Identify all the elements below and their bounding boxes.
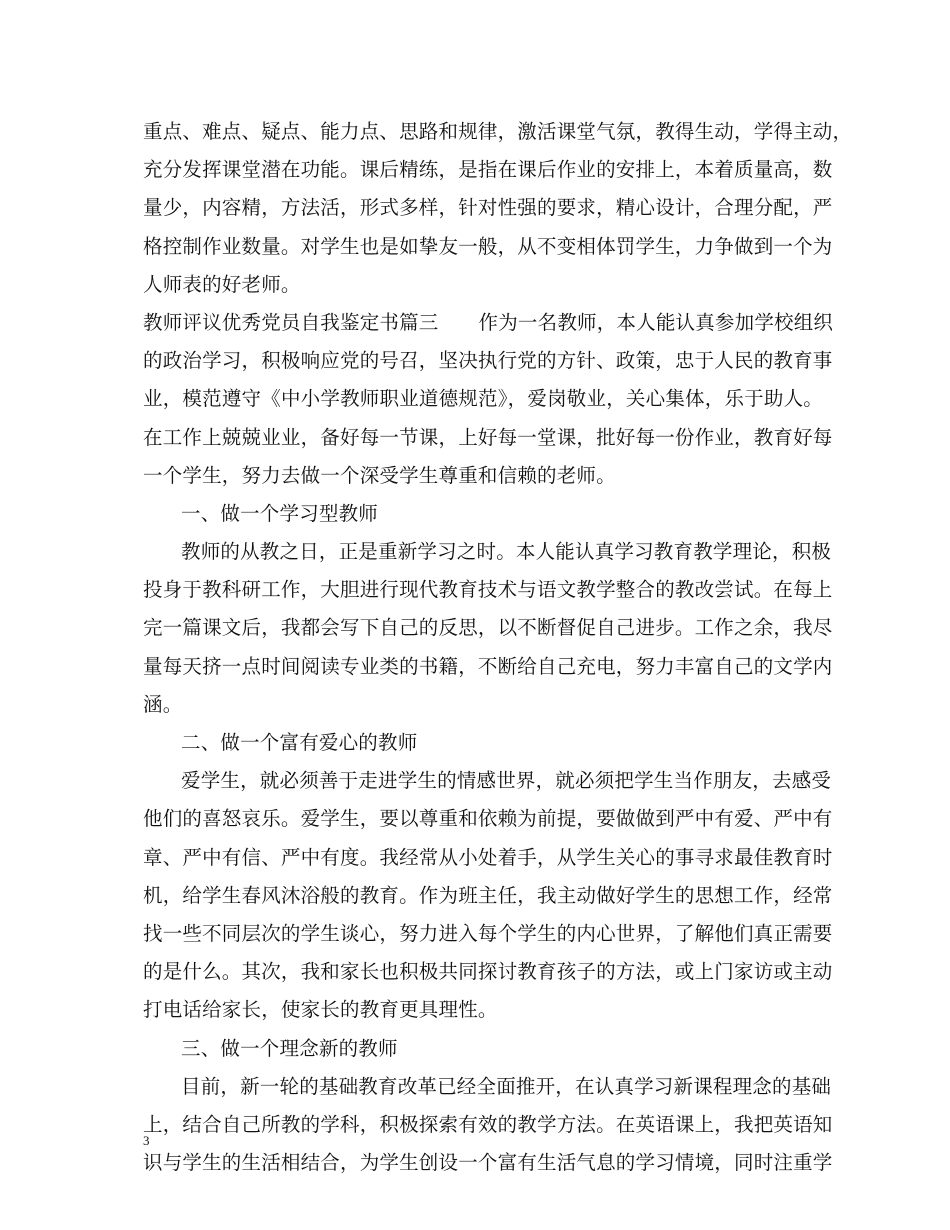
text-line: 涵。 [143, 692, 183, 716]
text-line: 完一篇课文后，我都会写下自己的反思，以不断督促自己进步。工作之余，我尽 [143, 616, 833, 640]
subheading-new-concept-teacher: 三、做一个理念新的教师 [181, 1036, 398, 1060]
page-number: 3 [143, 1133, 150, 1148]
text-line: 在工作上兢兢业业，备好每一节课，上好每一堂课，批好每一份作业，教育好每 [143, 425, 833, 449]
text-line: 上，结合自己所教的学科，积极探索有效的教学方法。在英语课上，我把英语知 [143, 1112, 833, 1136]
section-title: 教师评议优秀党员自我鉴定书篇三 [143, 310, 439, 334]
text-line: 重点、难点、疑点、能力点、思路和规律，激活课堂气氛，教得生动，学得主动， [143, 120, 853, 143]
text-line: 充分发挥课堂潜在功能。课后精练，是指在课后作业的安排上，本着质量高，数 [143, 158, 833, 182]
text-line: 的政治学习，积极响应党的号召，坚决执行党的方针、政策，忠于人民的教育事 [143, 349, 833, 373]
text-line: 人师表的好老师。 [143, 272, 301, 296]
document-body [143, 113, 853, 1182]
text-line: 爱学生，就必须善于走进学生的情感世界，就必须把学生当作朋友，去感受 [181, 769, 832, 793]
text-line: 投身于教科研工作，大胆进行现代教育技术与语文教学整合的教改尝试。在每上 [143, 578, 833, 602]
text-line: 量每天挤一点时间阅读专业类的书籍，不断给自己充电，努力丰富自己的文学内 [143, 654, 833, 678]
text-line: 的是什么。其次，我和家长也积极共同探讨教育孩子的方法，或上门家访或主动 [143, 960, 833, 984]
text-line: 业，模范遵守《中小学教师职业道德规范》，爱岗敬业，关心集体，乐于助人。 [143, 387, 823, 411]
text-line: 打电话给家长，使家长的教育更具理性。 [143, 998, 498, 1022]
section-intro-text: 作为一名教师，本人能认真参加学校组织 [478, 310, 834, 334]
text-line: 目前，新一轮的基础教育改革已经全面推开，在认真学习新课程理念的基础 [181, 1074, 832, 1098]
section-heading-line [143, 304, 834, 342]
subheading-caring-teacher: 二、做一个富有爱心的教师 [181, 731, 418, 754]
text-line: 他们的喜怒哀乐。爱学生，要以尊重和依赖为前提，要做做到严中有爱、严中有 [143, 807, 833, 831]
text-line: 教师的从教之日，正是重新学习之时。本人能认真学习教育教学理论，积极 [181, 540, 832, 564]
text-line: 找一些不同层次的学生谈心，努力进入每个学生的内心世界，了解他们真正需要 [143, 921, 833, 945]
text-line: 量少，内容精，方法活，形式多样，针对性强的要求，精心设计，合理分配，严 [143, 196, 833, 220]
text-line: 一个学生，努力去做一个深受学生尊重和信赖的老师。 [143, 463, 616, 487]
text-line: 章、严中有信、严中有度。我经常从小处着手，从学生关心的事寻求最佳教育时 [143, 845, 833, 869]
text-line: 机，给学生春风沐浴般的教育。作为班主任，我主动做好学生的思想工作，经常 [143, 883, 833, 907]
text-line: 识与学生的生活相结合，为学生创设一个富有生活气息的学习情境，同时注重学 [143, 1151, 833, 1175]
text-line: 格控制作业数量。对学生也是如挚友一般，从不变相体罚学生，力争做到一个为 [143, 234, 833, 258]
subheading-learning-teacher: 一、做一个学习型教师 [181, 501, 379, 525]
